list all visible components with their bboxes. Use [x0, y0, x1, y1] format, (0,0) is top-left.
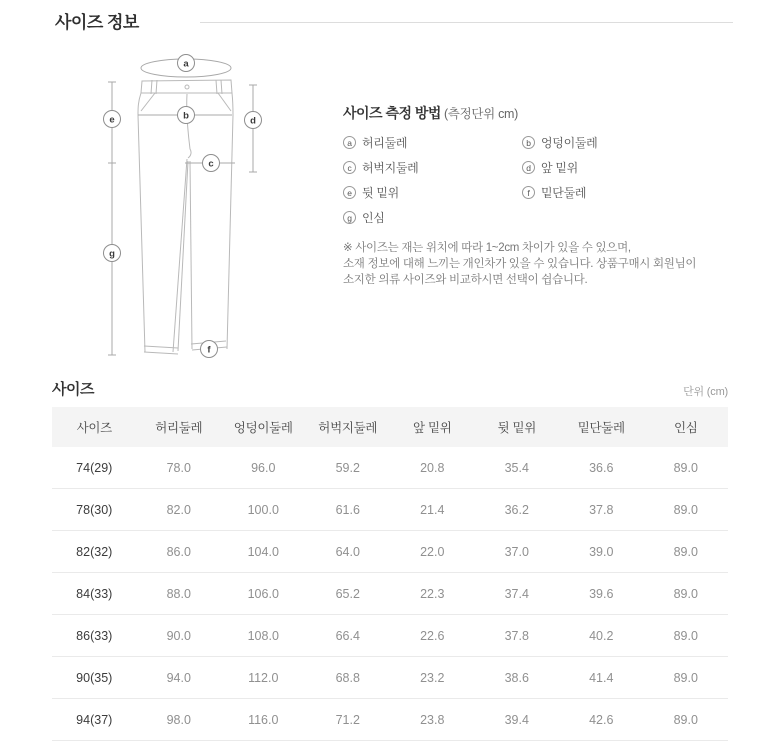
size-notice	[343, 241, 758, 289]
size-cell: 74(29)	[52, 447, 137, 489]
value-cell: 88.0	[137, 573, 222, 615]
value-cell: 100.0	[221, 489, 306, 531]
table-row	[52, 699, 728, 741]
circled-letter-icon: c	[343, 161, 356, 174]
value-cell: 42.6	[559, 699, 644, 741]
size-table-section	[52, 380, 728, 741]
measure-item-label: 앞 밑위	[541, 161, 578, 175]
svg-text:c: c	[208, 158, 214, 170]
circled-letter-icon: a	[343, 136, 356, 149]
measure-item-label: 허리둘레	[362, 136, 408, 150]
measure-item-g	[343, 209, 522, 226]
value-cell: 35.4	[475, 447, 560, 489]
value-cell: 38.6	[475, 657, 560, 699]
value-cell: 89.0	[644, 531, 729, 573]
value-cell: 89.0	[644, 657, 729, 699]
size-cell: 94(37)	[52, 699, 137, 741]
value-cell: 61.6	[306, 489, 391, 531]
measure-item-label: 밑단둘레	[541, 186, 587, 200]
notice-line: 소지한 의류 사이즈와 비교하시면 선택이 쉽습니다.	[343, 273, 588, 286]
table-row	[52, 573, 728, 615]
value-cell: 39.6	[559, 573, 644, 615]
column-header: 앞 밑위	[413, 421, 452, 435]
value-cell: 64.0	[306, 531, 391, 573]
value-cell: 20.8	[390, 447, 475, 489]
value-cell: 89.0	[644, 573, 729, 615]
value-cell: 39.0	[559, 531, 644, 573]
value-cell: 23.2	[390, 657, 475, 699]
table-row	[52, 489, 728, 531]
svg-text:e: e	[109, 114, 115, 126]
measure-item-f	[522, 184, 758, 201]
size-table-title: 사이즈	[52, 381, 94, 398]
value-cell: 66.4	[306, 615, 391, 657]
value-cell: 21.4	[390, 489, 475, 531]
value-cell: 89.0	[644, 615, 729, 657]
value-cell: 22.6	[390, 615, 475, 657]
size-table-body	[52, 447, 728, 741]
circled-letter-icon: e	[343, 186, 356, 199]
value-cell: 65.2	[306, 573, 391, 615]
svg-text:a: a	[183, 58, 189, 70]
value-cell: 116.0	[221, 699, 306, 741]
size-table-header-row	[52, 407, 728, 447]
size-cell: 84(33)	[52, 573, 137, 615]
measure-item-label: 인심	[362, 211, 385, 225]
value-cell: 94.0	[137, 657, 222, 699]
measure-item-label: 뒷 밑위	[362, 186, 399, 200]
value-cell: 40.2	[559, 615, 644, 657]
measure-guide-list	[343, 134, 758, 226]
value-cell: 89.0	[644, 489, 729, 531]
value-cell: 104.0	[221, 531, 306, 573]
measure-guide-title: 사이즈 측정 방법	[343, 105, 441, 121]
table-row	[52, 531, 728, 573]
size-table	[52, 407, 728, 741]
value-cell: 37.8	[475, 615, 560, 657]
measure-item-label: 허벅지둘레	[362, 161, 419, 175]
measure-guide-unit-note: (측정단위 cm)	[443, 107, 519, 121]
value-cell: 71.2	[306, 699, 391, 741]
measure-guide-title-row	[343, 103, 758, 123]
value-cell: 89.0	[644, 699, 729, 741]
size-cell: 90(35)	[52, 657, 137, 699]
size-cell: 78(30)	[52, 489, 137, 531]
notice-line: 소재 정보에 대해 느끼는 개인차가 있을 수 있습니다. 상품구매시 회원님이	[343, 257, 697, 270]
circled-letter-icon: b	[522, 136, 535, 149]
table-row	[52, 447, 728, 489]
column-header: 허벅지둘레	[318, 421, 378, 435]
value-cell: 86.0	[137, 531, 222, 573]
value-cell: 37.0	[475, 531, 560, 573]
svg-text:b: b	[183, 110, 189, 122]
column-header: 밑단둘레	[577, 421, 625, 435]
value-cell: 22.3	[390, 573, 475, 615]
value-cell: 22.0	[390, 531, 475, 573]
notice-line: ※ 사이즈는 재는 위치에 따라 1~2cm 차이가 있을 수 있으며,	[343, 242, 631, 254]
svg-text:f: f	[207, 344, 211, 356]
marker-e	[104, 111, 121, 128]
measure-item-d	[522, 159, 758, 176]
marker-g	[104, 245, 121, 262]
value-cell: 108.0	[221, 615, 306, 657]
size-cell: 82(32)	[52, 531, 137, 573]
value-cell: 59.2	[306, 447, 391, 489]
circled-letter-icon: f	[522, 186, 535, 199]
value-cell: 78.0	[137, 447, 222, 489]
value-cell: 36.2	[475, 489, 560, 531]
value-cell: 82.0	[137, 489, 222, 531]
column-header: 사이즈	[76, 421, 112, 435]
value-cell: 96.0	[221, 447, 306, 489]
value-cell: 41.4	[559, 657, 644, 699]
measure-item-label: 엉덩이둘레	[541, 136, 598, 150]
svg-text:g: g	[109, 248, 115, 260]
marker-d	[245, 112, 262, 129]
value-cell: 112.0	[221, 657, 306, 699]
pants-diagram-icon	[85, 48, 335, 368]
measure-item-c	[343, 159, 522, 176]
value-cell: 23.8	[390, 699, 475, 741]
value-cell: 36.6	[559, 447, 644, 489]
marker-c	[203, 155, 220, 172]
size-cell: 86(33)	[52, 615, 137, 657]
column-header: 엉덩이둘레	[233, 421, 293, 435]
measure-item-a	[343, 134, 522, 151]
table-row	[52, 657, 728, 699]
circled-letter-icon: d	[522, 161, 535, 174]
value-cell: 90.0	[137, 615, 222, 657]
value-cell: 68.8	[306, 657, 391, 699]
measure-item-b	[522, 134, 758, 151]
table-row	[52, 615, 728, 657]
column-header: 뒷 밑위	[497, 421, 536, 435]
measure-item-e	[343, 184, 522, 201]
value-cell: 106.0	[221, 573, 306, 615]
size-table-unit-label: 단위 (cm)	[683, 386, 728, 398]
measure-lines	[108, 59, 257, 355]
size-table-title-row	[52, 380, 728, 399]
value-cell: 37.8	[559, 489, 644, 531]
circled-letter-icon: g	[343, 211, 356, 224]
column-header: 인심	[673, 421, 698, 435]
measure-guide	[343, 103, 758, 289]
title-divider	[200, 22, 733, 23]
value-cell: 98.0	[137, 699, 222, 741]
value-cell: 37.4	[475, 573, 560, 615]
size-table-head	[52, 407, 728, 447]
marker-a	[178, 55, 195, 72]
marker-f	[201, 341, 218, 358]
column-header: 허리둘레	[155, 421, 203, 435]
page-title: 사이즈 정보	[55, 13, 139, 32]
marker-b	[178, 107, 195, 124]
value-cell: 39.4	[475, 699, 560, 741]
value-cell: 89.0	[644, 447, 729, 489]
svg-text:d: d	[250, 115, 256, 127]
